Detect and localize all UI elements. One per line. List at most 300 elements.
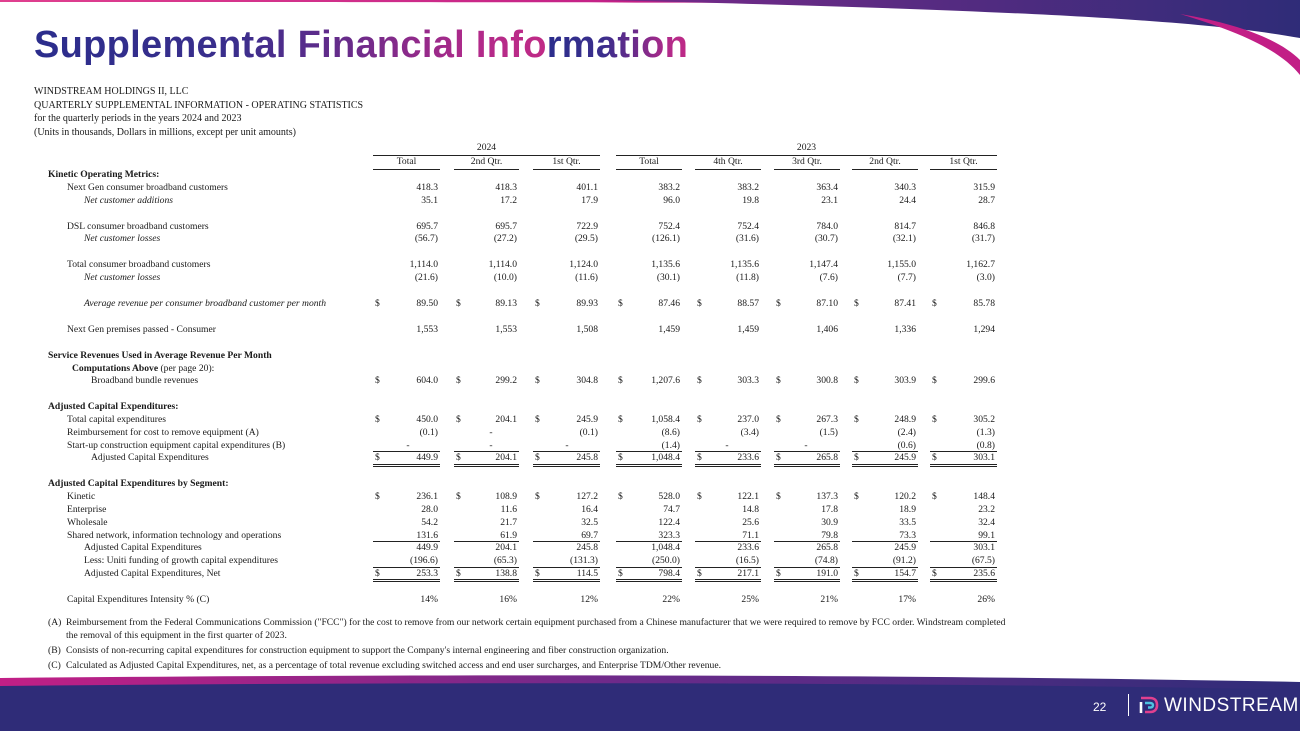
- total-underline: [373, 464, 440, 467]
- table-cell: -: [406, 439, 410, 451]
- report-header: [34, 85, 363, 139]
- dollar-sign: $: [854, 414, 859, 425]
- row-label: [67, 181, 228, 194]
- table-cell: 23.1: [821, 194, 838, 206]
- dollar-sign: $: [776, 491, 781, 503]
- table-cell: 11.6: [500, 503, 517, 515]
- total-underline: [930, 541, 997, 542]
- table-cell: (27.2): [493, 233, 517, 245]
- table-cell: 245.8: [576, 542, 598, 554]
- table-cell: 71.1: [742, 529, 759, 541]
- table-cell: 267.3: [816, 414, 838, 425]
- table-cell: (0.1): [419, 426, 438, 438]
- dollar-sign: $: [618, 375, 623, 387]
- row-label: [72, 362, 214, 375]
- table-cell: 1,155.0: [887, 259, 916, 271]
- table-cell: (0.1): [579, 426, 598, 438]
- row-label-text: Net customer losses: [84, 233, 161, 245]
- table-cell: 14.8: [742, 503, 759, 515]
- row-label-text: DSL consumer broadband customers: [67, 220, 209, 232]
- table-cell: 303.1: [973, 452, 995, 464]
- table-cell: 1,553: [416, 323, 438, 335]
- row-label: [91, 374, 198, 387]
- table-cell: 1,294: [973, 323, 995, 335]
- row-label-text: Adjusted Capital Expenditures: [84, 542, 202, 554]
- table-cell: 88.57: [737, 297, 759, 309]
- table-row: [0, 168, 1300, 181]
- table-cell: (65.3): [493, 555, 517, 567]
- table-cell: 1,459: [737, 323, 759, 335]
- table-cell: (2.4): [897, 426, 916, 438]
- row-label: [84, 232, 160, 245]
- dollar-sign: $: [618, 567, 623, 579]
- total-underline: [616, 451, 682, 452]
- table-row: [0, 271, 1300, 284]
- table-cell: 204.1: [495, 542, 517, 554]
- dollar-sign: $: [375, 297, 380, 309]
- dollar-sign: $: [932, 414, 937, 425]
- dollar-sign: $: [535, 491, 540, 503]
- table-cell: 418.3: [495, 181, 517, 193]
- table-row: [0, 413, 1300, 426]
- total-underline: [852, 579, 918, 582]
- table-cell: 340.3: [894, 181, 916, 193]
- total-underline: [373, 579, 440, 582]
- total-underline: [774, 579, 840, 582]
- table-cell: (3.0): [976, 272, 995, 283]
- table-cell: 236.1: [416, 491, 438, 503]
- table-cell: 253.3: [416, 567, 438, 579]
- row-label-text: Net customer additions: [84, 194, 174, 206]
- dollar-sign: $: [697, 375, 702, 387]
- table-cell: -: [804, 439, 808, 451]
- table-row: [0, 323, 1300, 336]
- total-underline: [930, 464, 997, 467]
- column-header: 3rd Qtr.: [792, 156, 822, 167]
- row-label: [84, 297, 326, 310]
- dollar-sign: $: [854, 567, 859, 579]
- table-cell: 35.1: [421, 194, 438, 206]
- table-cell: 89.50: [416, 297, 438, 309]
- total-underline: [533, 579, 600, 582]
- table-cell: 17.9: [581, 194, 598, 206]
- table-cell: (10.0): [493, 272, 517, 283]
- dollar-sign: $: [932, 452, 937, 464]
- row-label-text: Less: Uniti funding of growth capital expenditures: [84, 555, 278, 567]
- table-cell: 1,459: [658, 323, 680, 335]
- row-label-text: Wholesale: [67, 516, 108, 528]
- total-underline: [373, 541, 440, 542]
- row-label-text: Total capital expenditures: [67, 414, 166, 425]
- table-cell: 131.6: [416, 529, 438, 541]
- table-cell: (11.6): [575, 272, 598, 283]
- table-cell: 114.5: [576, 567, 598, 579]
- table-cell: 1,406: [816, 323, 838, 335]
- row-label-text: Reimbursement for cost to remove equipment (A): [67, 426, 259, 438]
- total-underline: [852, 541, 918, 542]
- table-cell: 19.8: [742, 194, 759, 206]
- table-cell: 96.0: [663, 194, 680, 206]
- table-cell: 303.1: [973, 542, 995, 554]
- table-cell: 89.13: [495, 297, 517, 309]
- table-cell: 528.0: [658, 491, 680, 503]
- table-cell: (74.8): [814, 555, 838, 567]
- table-row: [0, 477, 1300, 490]
- table-cell: 237.0: [737, 414, 759, 425]
- table-cell: 154.7: [894, 567, 916, 579]
- dollar-sign: $: [535, 452, 540, 464]
- table-row: [0, 593, 1300, 606]
- total-underline: [930, 579, 997, 582]
- dollar-sign: $: [618, 452, 623, 464]
- dollar-sign: $: [535, 297, 540, 309]
- table-cell: (31.6): [735, 233, 759, 245]
- dollar-sign: $: [456, 452, 461, 464]
- table-row: [0, 258, 1300, 271]
- table-row: [0, 541, 1300, 554]
- dollar-sign: $: [456, 567, 461, 579]
- total-underline: [852, 464, 918, 467]
- table-row: [0, 554, 1300, 567]
- table-row: [0, 451, 1300, 464]
- row-label: [84, 271, 160, 284]
- table-cell: 695.7: [416, 220, 438, 232]
- total-underline: [454, 579, 519, 582]
- table-cell: (3.4): [740, 426, 759, 438]
- table-cell: 304.8: [576, 375, 598, 387]
- total-underline: [852, 567, 918, 568]
- table-cell: 28.7: [978, 194, 995, 206]
- table-cell: 1,207.6: [651, 375, 680, 387]
- total-underline: [373, 567, 440, 568]
- column-header-rule: [616, 169, 682, 170]
- table-cell: 85.78: [973, 297, 995, 309]
- table-cell: 33.5: [899, 516, 916, 528]
- report-units: (Units in thousands, Dollars in millions, except per unit amounts): [34, 126, 296, 138]
- table-cell: 204.1: [495, 452, 517, 464]
- total-underline: [616, 464, 682, 467]
- dollar-sign: $: [697, 491, 702, 503]
- table-row: [0, 567, 1300, 580]
- table-cell: (1.4): [661, 439, 680, 451]
- dollar-sign: $: [776, 297, 781, 309]
- total-underline: [695, 541, 761, 542]
- total-underline: [695, 567, 761, 568]
- column-header-rule: [774, 169, 840, 170]
- table-cell: (67.5): [971, 555, 995, 567]
- row-label-text: Adjusted Capital Expenditures by Segment:: [48, 478, 229, 490]
- table-cell: 305.2: [973, 414, 995, 425]
- dollar-sign: $: [932, 567, 937, 579]
- table-cell: 122.1: [737, 491, 759, 503]
- dollar-sign: $: [535, 375, 540, 387]
- table-cell: 449.9: [416, 542, 438, 554]
- total-underline: [533, 451, 600, 452]
- table-cell: 1,135.6: [651, 259, 680, 271]
- table-cell: 14%: [420, 593, 438, 605]
- table-cell: 16%: [499, 593, 517, 605]
- table-cell: 25%: [741, 593, 759, 605]
- table-row: [0, 362, 1300, 375]
- dollar-sign: $: [697, 452, 702, 464]
- table-cell: 604.0: [416, 375, 438, 387]
- table-cell: 18.9: [899, 503, 916, 515]
- table-cell: 233.6: [737, 542, 759, 554]
- table-cell: 24.4: [899, 194, 916, 206]
- table-cell: 21%: [820, 593, 838, 605]
- dollar-sign: $: [854, 452, 859, 464]
- column-header: Total: [639, 156, 659, 167]
- table-cell: -: [565, 439, 569, 451]
- table-cell: (196.6): [410, 555, 438, 567]
- table-cell: (11.8): [736, 272, 759, 283]
- dollar-sign: $: [375, 375, 380, 387]
- table-cell: 73.3: [899, 529, 916, 541]
- year-group-rule: [373, 155, 600, 156]
- column-header: 2nd Qtr.: [869, 156, 901, 167]
- table-cell: 25.6: [742, 516, 759, 528]
- dollar-sign: $: [375, 567, 380, 579]
- table-row: [0, 232, 1300, 245]
- table-cell: 315.9: [973, 181, 995, 193]
- table-cell: 137.3: [816, 491, 838, 503]
- table-cell: 87.41: [894, 297, 916, 309]
- table-cell: 1,114.0: [488, 259, 517, 271]
- column-header-rule: [852, 169, 918, 170]
- page-number: 22: [1093, 700, 1107, 714]
- table-cell: 122.4: [658, 516, 680, 528]
- row-label-text: Kinetic Operating Metrics:: [48, 169, 160, 180]
- dollar-sign: $: [697, 297, 702, 309]
- row-label: [91, 451, 209, 464]
- table-cell: 87.10: [816, 297, 838, 309]
- table-cell: 299.6: [973, 375, 995, 387]
- table-cell: 1,508: [576, 323, 598, 335]
- row-label: [48, 477, 229, 490]
- table-cell: 846.8: [973, 220, 995, 232]
- table-cell: 233.6: [737, 452, 759, 464]
- table-cell: 17.2: [500, 194, 517, 206]
- row-label-text: Computations Above: [72, 362, 159, 374]
- row-label-text: Broadband bundle revenues: [91, 375, 199, 387]
- table-cell: 30.9: [821, 516, 838, 528]
- table-cell: -: [725, 439, 729, 451]
- dollar-sign: $: [932, 297, 937, 309]
- total-underline: [774, 567, 840, 568]
- column-header: 2nd Qtr.: [470, 156, 503, 167]
- footnote-text: Consists of non-recurring capital expenditures for construction equipment to support the Company's internal engineering and fiber construction organization.: [66, 645, 669, 656]
- table-cell: (31.7): [971, 233, 995, 245]
- table-cell: (7.7): [897, 272, 916, 283]
- table-cell: (0.8): [976, 439, 995, 451]
- footnote-text: Calculated as Adjusted Capital Expenditures, net, as a percentage of total revenue excluding switched access and end user surcharges, and Enterprise TDM/Other revenue.: [66, 660, 721, 671]
- report-name: QUARTERLY SUPPLEMENTAL INFORMATION - OPERATING STATISTICS: [34, 99, 364, 111]
- table-cell: 383.2: [658, 181, 680, 193]
- table-cell: 89.93: [576, 297, 598, 309]
- total-underline: [774, 451, 840, 452]
- row-label-text: Adjusted Capital Expenditures, Net: [84, 567, 221, 579]
- total-underline: [695, 464, 761, 467]
- table-cell: 74.7: [663, 503, 680, 515]
- dollar-sign: $: [456, 375, 461, 387]
- row-label: [48, 168, 159, 181]
- column-header-rule: [930, 169, 997, 170]
- table-cell: (1.5): [819, 426, 838, 438]
- row-label-text: Adjusted Capital Expenditures: [91, 452, 209, 464]
- table-cell: 265.8: [816, 452, 838, 464]
- column-header-rule: [454, 169, 519, 170]
- table-cell: 69.7: [581, 529, 598, 541]
- table-cell: 23.2: [978, 503, 995, 515]
- table-row: [0, 220, 1300, 233]
- table-row: [0, 439, 1300, 452]
- total-underline: [616, 567, 682, 568]
- dollar-sign: $: [375, 452, 380, 464]
- table-cell: 217.1: [737, 567, 759, 579]
- table-cell: 99.1: [978, 529, 995, 541]
- table-cell: 1,114.0: [409, 259, 438, 271]
- dollar-sign: $: [375, 491, 380, 503]
- row-label-suffix: (per page 20):: [158, 362, 215, 374]
- total-underline: [533, 541, 600, 542]
- row-label: [67, 490, 95, 503]
- table-cell: 303.9: [894, 375, 916, 387]
- footnotes: [48, 616, 1008, 674]
- dollar-sign: $: [456, 491, 461, 503]
- table-cell: 814.7: [894, 220, 916, 232]
- table-cell: 245.9: [894, 542, 916, 554]
- table-cell: 16.4: [581, 503, 598, 515]
- table-cell: 784.0: [816, 220, 838, 232]
- footnote: [48, 616, 1008, 642]
- table-cell: 303.3: [737, 375, 759, 387]
- total-underline: [454, 464, 519, 467]
- total-underline: [373, 451, 440, 452]
- table-cell: 235.6: [973, 567, 995, 579]
- column-header-rule: [373, 169, 440, 170]
- row-label-text: Adjusted Capital Expenditures:: [48, 401, 179, 413]
- table-cell: 127.2: [576, 491, 598, 503]
- dollar-sign: $: [932, 375, 937, 387]
- year-group-2023: 2023: [796, 142, 817, 153]
- table-cell: 204.1: [495, 414, 517, 425]
- row-label: [67, 413, 166, 426]
- row-label-text: Enterprise: [67, 503, 107, 515]
- row-label: [48, 349, 272, 362]
- total-underline: [774, 464, 840, 467]
- total-underline: [616, 579, 682, 582]
- table-row: [0, 529, 1300, 542]
- table-row: [0, 490, 1300, 503]
- row-label-text: Net customer losses: [84, 272, 161, 283]
- table-cell: 1,147.4: [809, 259, 838, 271]
- report-period: for the quarterly periods in the years 2024 and 2023: [34, 113, 242, 124]
- table-cell: (131.3): [570, 555, 598, 567]
- footnote-tag: (A): [48, 617, 62, 628]
- dollar-sign: $: [776, 375, 781, 387]
- table-cell: 265.8: [816, 542, 838, 554]
- row-label: [67, 258, 210, 271]
- column-header: 4th Qtr.: [713, 156, 743, 167]
- table-cell: 1,048.4: [651, 452, 680, 464]
- row-label-text: Total consumer broadband customers: [67, 259, 211, 271]
- table-cell: 12%: [580, 593, 598, 605]
- table-row: [0, 503, 1300, 516]
- table-cell: 695.7: [495, 220, 517, 232]
- table-cell: 17%: [898, 593, 916, 605]
- page-title: Supplemental Financial Information: [34, 24, 689, 66]
- table-cell: 120.2: [894, 491, 916, 503]
- dollar-sign: $: [854, 491, 859, 503]
- table-cell: (56.7): [414, 233, 438, 245]
- column-header: Total: [396, 156, 417, 167]
- row-label-text: Capital Expenditures Intensity % (C): [67, 593, 210, 605]
- table-cell: (32.1): [892, 233, 916, 245]
- footer-divider: [1128, 694, 1129, 716]
- footnote-tag: (C): [48, 660, 61, 671]
- table-cell: 61.9: [500, 529, 517, 541]
- total-underline: [774, 541, 840, 542]
- table-cell: 1,553: [495, 323, 517, 335]
- windstream-logo-text: WINDSTREAM: [1164, 695, 1299, 716]
- table-cell: 449.9: [416, 452, 438, 464]
- table-cell: 79.8: [821, 529, 838, 541]
- row-label: [67, 439, 285, 452]
- dollar-sign: $: [776, 452, 781, 464]
- total-underline: [454, 451, 519, 452]
- row-label: [67, 503, 106, 516]
- table-cell: 1,336: [894, 323, 916, 335]
- company-name: WINDSTREAM HOLDINGS II, LLC: [34, 86, 189, 97]
- table-cell: (250.0): [652, 555, 680, 567]
- table-cell: 245.8: [576, 452, 598, 464]
- table-cell: 108.9: [495, 491, 517, 503]
- table-cell: 87.46: [658, 297, 680, 309]
- table-row: [0, 426, 1300, 439]
- row-label-text: Next Gen premises passed - Consumer: [67, 323, 216, 335]
- table-cell: -: [489, 426, 493, 438]
- total-underline: [533, 464, 600, 467]
- total-underline: [852, 451, 918, 452]
- row-label: [67, 593, 209, 606]
- table-cell: 22%: [662, 593, 680, 605]
- table-cell: 245.9: [894, 452, 916, 464]
- table-cell: (1.3): [976, 426, 995, 438]
- table-row: [0, 400, 1300, 413]
- table-cell: 28.0: [421, 503, 438, 515]
- total-underline: [695, 451, 761, 452]
- dollar-sign: $: [375, 414, 380, 425]
- table-cell: (16.5): [735, 555, 759, 567]
- row-label: [84, 194, 173, 207]
- row-label-text: Start-up construction equipment capital expenditures (B): [67, 439, 286, 451]
- row-label-text: Next Gen consumer broadband customers: [67, 181, 228, 193]
- table-cell: 17.8: [821, 503, 838, 515]
- table-cell: 1,058.4: [651, 414, 680, 425]
- year-group-2024: 2024: [476, 142, 497, 153]
- dollar-sign: $: [776, 414, 781, 425]
- footnote-tag: (B): [48, 645, 61, 656]
- footnote: [48, 659, 1008, 672]
- row-label: [84, 567, 220, 580]
- table-cell: 300.8: [816, 375, 838, 387]
- total-underline: [454, 541, 519, 542]
- table-cell: (0.6): [897, 439, 916, 451]
- table-row: [0, 374, 1300, 387]
- column-header: 1st Qtr.: [552, 156, 581, 167]
- table-cell: (30.1): [656, 272, 680, 283]
- total-underline: [695, 579, 761, 582]
